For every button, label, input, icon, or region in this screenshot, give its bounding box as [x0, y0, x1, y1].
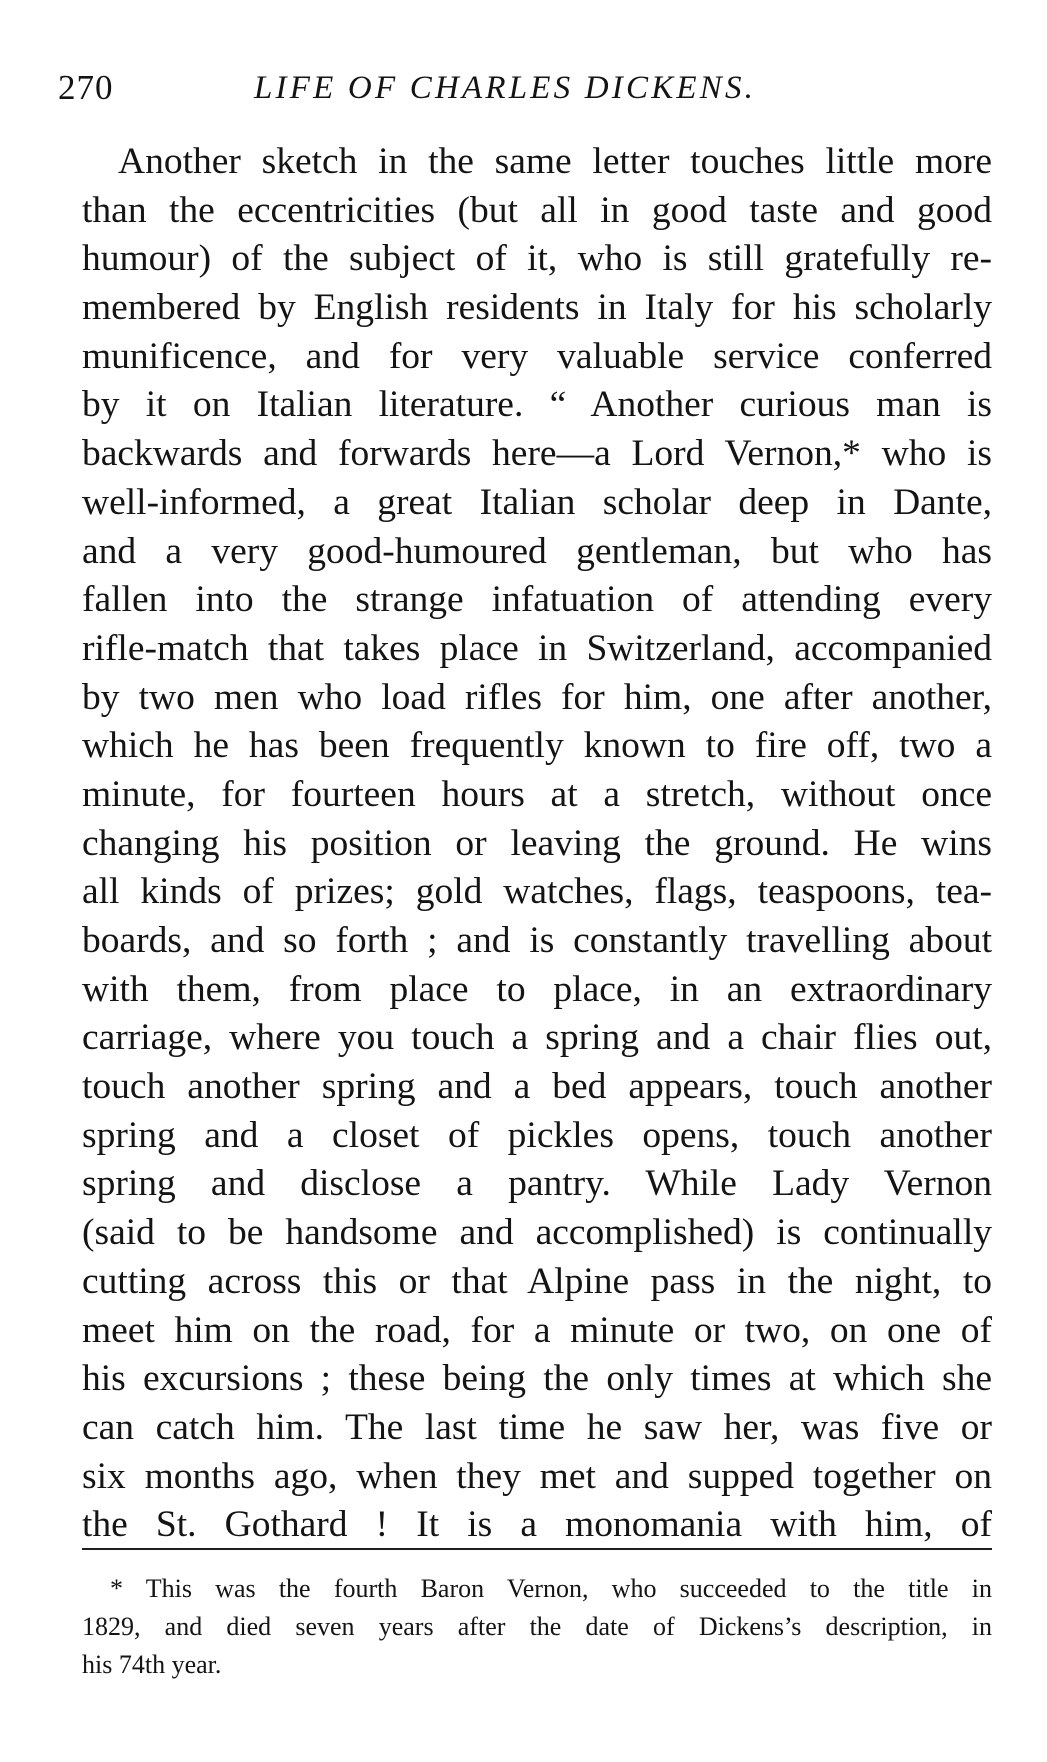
text-line: fallen into the strange infatuation of attending every — [82, 579, 992, 621]
footnote-line: 1829, and died seven years after the date of Dickens’s description, in — [82, 1612, 992, 1641]
text-line: all kinds of prizes; gold watches, flags, teaspoons, tea- — [82, 871, 992, 913]
footnote-line: his 74th year. — [82, 1650, 222, 1679]
text-line: (said to be handsome and accomplished) is continually — [82, 1212, 992, 1254]
text-line: boards, and so forth ; and is constantly travelling about — [82, 920, 992, 961]
running-title: LIFE OF CHARLES DICKENS. — [254, 70, 757, 106]
text-line: well-informed, a great Italian scholar deep in Dante, — [82, 481, 992, 523]
text-line: humour) of the subject of it, who is still gratefully re- — [82, 238, 992, 280]
text-line: rifle-match that takes place in Switzerland, accompanied — [82, 627, 992, 669]
text-line: meet him on the road, for a minute or two, on one of — [82, 1309, 992, 1351]
text-line: Another sketch in the same letter touches little more — [118, 141, 992, 182]
text-line: can catch him. The last time he saw her, was five or — [82, 1406, 992, 1448]
footnote-line: * This was the fourth Baron Vernon, who succeeded to the title in — [110, 1574, 992, 1603]
page-number: 270 — [58, 68, 114, 107]
text-line: and a very good-humoured gentleman, but who has — [82, 530, 992, 572]
text-line: by it on Italian literature. “ Another curious man is — [82, 384, 992, 426]
text-line: backwards and forwards here—a Lord Vernon,* who is — [82, 433, 992, 475]
text-line: which he has been frequently known to fire off, two a — [82, 725, 992, 767]
text-line: spring and disclose a pantry. While Lady Vernon — [82, 1163, 992, 1205]
text-line: minute, for fourteen hours at a stretch, without once — [82, 773, 992, 815]
running-header — [58, 62, 1008, 114]
text-line: with them, from place to place, in an extraordinary — [82, 968, 992, 1010]
text-line: the St. Gothard ! It is a monomania with him, of — [82, 1504, 992, 1546]
footnote — [82, 1570, 992, 1684]
text-line: spring and a closet of pickles opens, touch another — [82, 1114, 992, 1156]
text-line: touch another spring and a bed appears, touch another — [82, 1066, 992, 1108]
text-line: carriage, where you touch a spring and a chair flies out, — [82, 1017, 992, 1059]
text-line: his excursions ; these being the only times at which she — [82, 1358, 992, 1400]
text-line: membered by English residents in Italy for his scholarly — [82, 287, 992, 329]
text-line: than the eccentricities (but all in good taste and good — [82, 189, 992, 231]
text-line: six months ago, when they met and supped together on — [82, 1455, 992, 1497]
body-paragraph — [82, 138, 992, 1550]
text-line: cutting across this or that Alpine pass in the night, to — [82, 1260, 992, 1302]
text-line: changing his position or leaving the ground. He wins — [82, 822, 992, 864]
footnote-divider — [82, 1548, 992, 1550]
text-line: by two men who load rifles for him, one after another, — [82, 676, 992, 718]
text-line: munificence, and for very valuable service conferred — [82, 335, 992, 377]
